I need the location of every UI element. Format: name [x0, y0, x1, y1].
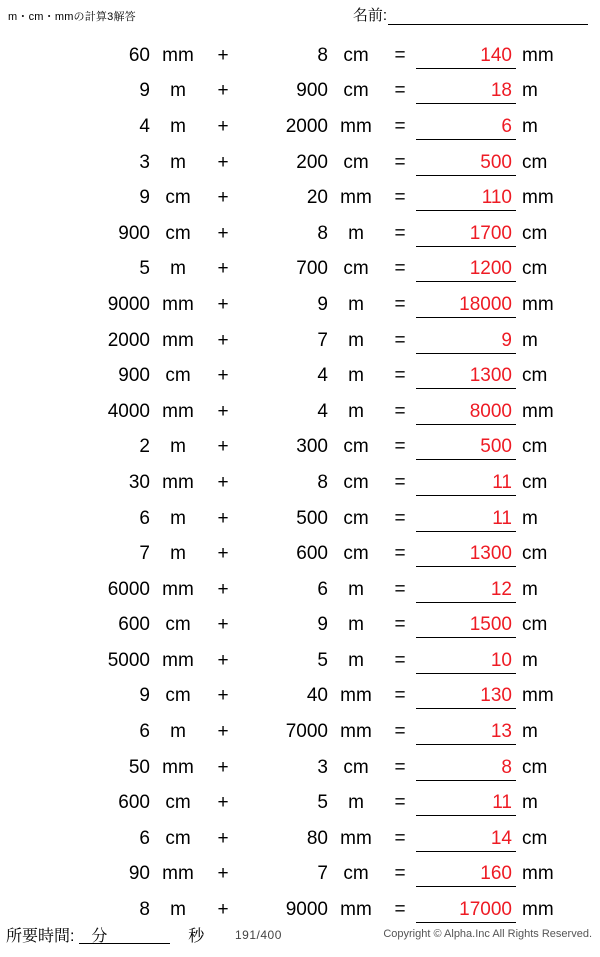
equals-sign: =: [394, 329, 406, 351]
plus-operator: +: [217, 80, 229, 102]
operand1-value: 9000: [107, 293, 150, 315]
page-title: m・cm・mmの計算3解答: [8, 11, 136, 23]
answer-field[interactable]: 8000: [416, 399, 516, 425]
operand2-value: 8: [317, 471, 328, 493]
operand2-value: 300: [296, 436, 328, 458]
answer-unit: mm: [522, 44, 554, 66]
problem-row: [0, 857, 600, 893]
operand2-unit: m: [348, 614, 364, 636]
answer-field[interactable]: 1700: [416, 221, 516, 247]
operand1-unit: m: [170, 258, 186, 280]
plus-operator: +: [217, 115, 229, 137]
required-time-text: 所要時間:: [6, 928, 75, 945]
problem-row: [0, 145, 600, 181]
page-number: 191/400: [235, 928, 282, 942]
operand2-value: 2000: [285, 115, 328, 137]
operand2-unit: mm: [340, 187, 372, 209]
equals-sign: =: [394, 685, 406, 707]
plus-operator: +: [217, 507, 229, 529]
answer-unit: cm: [522, 543, 548, 565]
plus-operator: +: [217, 436, 229, 458]
page-header: [0, 0, 600, 34]
minute-unit-label: 分: [91, 928, 108, 945]
answer-field[interactable]: 140: [416, 43, 516, 69]
operand2-unit: m: [348, 222, 364, 244]
operand1-value: 9: [139, 80, 150, 102]
answer-field[interactable]: 11: [416, 470, 516, 496]
equals-sign: =: [394, 365, 406, 387]
operand2-unit: cm: [343, 471, 369, 493]
operand1-unit: cm: [165, 614, 191, 636]
operand1-unit: mm: [162, 756, 194, 778]
operand2-value: 500: [296, 507, 328, 529]
answer-unit: cm: [522, 365, 548, 387]
answer-field[interactable]: 1500: [416, 612, 516, 638]
answer-field[interactable]: 18000: [416, 292, 516, 318]
problem-row: [0, 572, 600, 608]
operand1-value: 4: [139, 115, 150, 137]
operand1-value: 50: [128, 756, 150, 778]
answer-unit: mm: [522, 400, 554, 422]
operand2-value: 9000: [285, 899, 328, 921]
name-field-area: [353, 4, 588, 25]
answer-unit: m: [522, 115, 538, 137]
equals-sign: =: [394, 44, 406, 66]
problem-row: [0, 358, 600, 394]
equals-sign: =: [394, 293, 406, 315]
operand2-unit: m: [348, 329, 364, 351]
answer-unit: m: [522, 507, 538, 529]
answer-unit: m: [522, 649, 538, 671]
answer-field[interactable]: 9: [416, 328, 516, 354]
operand2-unit: cm: [343, 80, 369, 102]
equals-sign: =: [394, 400, 406, 422]
plus-operator: +: [217, 543, 229, 565]
answer-unit: mm: [522, 685, 554, 707]
answer-unit: m: [522, 578, 538, 600]
operand1-unit: cm: [165, 685, 191, 707]
equals-sign: =: [394, 471, 406, 493]
plus-operator: +: [217, 258, 229, 280]
plus-operator: +: [217, 578, 229, 600]
plus-operator: +: [217, 44, 229, 66]
problem-row: [0, 252, 600, 288]
operand2-value: 80: [306, 827, 328, 849]
operand2-value: 3: [317, 756, 328, 778]
problem-row: [0, 608, 600, 644]
plus-operator: +: [217, 222, 229, 244]
answer-field[interactable]: 1200: [416, 256, 516, 282]
operand2-unit: cm: [343, 44, 369, 66]
operand2-value: 7: [317, 863, 328, 885]
answer-field[interactable]: 1300: [416, 541, 516, 567]
equals-sign: =: [394, 899, 406, 921]
problem-row: [0, 679, 600, 715]
plus-operator: +: [217, 614, 229, 636]
equals-sign: =: [394, 721, 406, 743]
answer-unit: cm: [522, 756, 548, 778]
operand1-value: 5000: [107, 649, 150, 671]
answer-field[interactable]: 10: [416, 648, 516, 674]
answer-field[interactable]: 17000: [416, 897, 516, 923]
problem-row: [0, 394, 600, 430]
operand2-value: 40: [306, 685, 328, 707]
operand1-value: 6: [139, 721, 150, 743]
operand2-unit: cm: [343, 863, 369, 885]
operand1-value: 8: [139, 899, 150, 921]
answer-field[interactable]: 8: [416, 755, 516, 781]
plus-operator: +: [217, 792, 229, 814]
problem-row: [0, 785, 600, 821]
operand1-value: 9: [139, 685, 150, 707]
equals-sign: =: [394, 222, 406, 244]
answer-field[interactable]: 18: [416, 78, 516, 104]
operand1-unit: m: [170, 80, 186, 102]
answer-field[interactable]: 13: [416, 719, 516, 745]
problem-row: [0, 38, 600, 74]
answer-unit: mm: [522, 899, 554, 921]
plus-operator: +: [217, 649, 229, 671]
operand1-value: 6: [139, 507, 150, 529]
answer-unit: m: [522, 80, 538, 102]
answer-field[interactable]: 6: [416, 114, 516, 140]
answer-field[interactable]: 130: [416, 683, 516, 709]
operand2-unit: mm: [340, 115, 372, 137]
seconds-input-line[interactable]: [112, 925, 170, 944]
operand2-value: 6: [317, 578, 328, 600]
operand1-unit: mm: [162, 471, 194, 493]
operand2-value: 9: [317, 293, 328, 315]
operand2-value: 900: [296, 80, 328, 102]
plus-operator: +: [217, 899, 229, 921]
answer-unit: mm: [522, 863, 554, 885]
operand1-value: 60: [128, 44, 150, 66]
operand1-unit: m: [170, 899, 186, 921]
equals-sign: =: [394, 151, 406, 173]
operand2-value: 200: [296, 151, 328, 173]
operand1-unit: m: [170, 543, 186, 565]
plus-operator: +: [217, 187, 229, 209]
problem-row: [0, 109, 600, 145]
answer-field[interactable]: 110: [416, 185, 516, 211]
plus-operator: +: [217, 863, 229, 885]
plus-operator: +: [217, 721, 229, 743]
operand1-unit: mm: [162, 329, 194, 351]
problem-row: [0, 501, 600, 537]
page-footer: [0, 923, 600, 949]
equals-sign: =: [394, 649, 406, 671]
plus-operator: +: [217, 400, 229, 422]
problem-row: [0, 323, 600, 359]
operand1-unit: cm: [165, 365, 191, 387]
operand2-unit: cm: [343, 151, 369, 173]
operand1-value: 5: [139, 258, 150, 280]
plus-operator: +: [217, 756, 229, 778]
answer-field[interactable]: 14: [416, 826, 516, 852]
problem-row: [0, 216, 600, 252]
plus-operator: +: [217, 471, 229, 493]
answer-unit: cm: [522, 827, 548, 849]
answer-unit: cm: [522, 151, 548, 173]
operand1-unit: mm: [162, 400, 194, 422]
operand2-unit: m: [348, 792, 364, 814]
operand2-value: 7: [317, 329, 328, 351]
operand2-value: 7000: [285, 721, 328, 743]
operand2-unit: cm: [343, 258, 369, 280]
problem-row: [0, 714, 600, 750]
equals-sign: =: [394, 863, 406, 885]
operand1-value: 2000: [107, 329, 150, 351]
operand1-value: 900: [118, 365, 150, 387]
equals-sign: =: [394, 115, 406, 137]
answer-field[interactable]: 12: [416, 577, 516, 603]
problem-row: [0, 821, 600, 857]
answer-unit: m: [522, 792, 538, 814]
equals-sign: =: [394, 792, 406, 814]
plus-operator: +: [217, 329, 229, 351]
operand1-value: 90: [128, 863, 150, 885]
operand2-unit: m: [348, 400, 364, 422]
answer-field[interactable]: 500: [416, 150, 516, 176]
operand2-unit: mm: [340, 899, 372, 921]
answer-unit: cm: [522, 614, 548, 636]
answer-unit: cm: [522, 258, 548, 280]
operand1-value: 9: [139, 187, 150, 209]
operand2-value: 9: [317, 614, 328, 636]
equals-sign: =: [394, 543, 406, 565]
plus-operator: +: [217, 293, 229, 315]
operand1-value: 4000: [107, 400, 150, 422]
operand1-value: 900: [118, 222, 150, 244]
operand2-value: 4: [317, 400, 328, 422]
operand2-unit: mm: [340, 685, 372, 707]
operand2-value: 5: [317, 649, 328, 671]
answer-unit: m: [522, 329, 538, 351]
operand2-value: 600: [296, 543, 328, 565]
operand2-unit: mm: [340, 827, 372, 849]
problem-list: [0, 38, 600, 928]
problem-row: [0, 287, 600, 323]
copyright-notice: Copyright © Alpha.Inc All Rights Reserved.: [383, 928, 592, 940]
answer-field[interactable]: 160: [416, 861, 516, 887]
answer-unit: cm: [522, 222, 548, 244]
operand2-unit: mm: [340, 721, 372, 743]
problem-row: [0, 465, 600, 501]
equals-sign: =: [394, 614, 406, 636]
answer-field[interactable]: 11: [416, 506, 516, 532]
answer-unit: mm: [522, 187, 554, 209]
problem-row: [0, 750, 600, 786]
answer-field[interactable]: 1300: [416, 363, 516, 389]
operand1-unit: mm: [162, 649, 194, 671]
plus-operator: +: [217, 365, 229, 387]
equals-sign: =: [394, 80, 406, 102]
operand1-value: 600: [118, 614, 150, 636]
answer-unit: m: [522, 721, 538, 743]
equals-sign: =: [394, 258, 406, 280]
operand2-value: 8: [317, 44, 328, 66]
operand1-unit: mm: [162, 578, 194, 600]
operand2-value: 20: [306, 187, 328, 209]
operand1-unit: cm: [165, 222, 191, 244]
operand1-value: 30: [128, 471, 150, 493]
operand1-unit: m: [170, 115, 186, 137]
name-label: 名前:: [352, 7, 387, 24]
operand1-unit: m: [170, 436, 186, 458]
problem-row: [0, 74, 600, 110]
operand1-unit: cm: [165, 827, 191, 849]
equals-sign: =: [394, 436, 406, 458]
problem-row: [0, 643, 600, 679]
equals-sign: =: [394, 756, 406, 778]
equals-sign: =: [394, 187, 406, 209]
operand1-unit: mm: [162, 293, 194, 315]
operand1-value: 600: [118, 792, 150, 814]
name-input-line[interactable]: [388, 7, 588, 25]
answer-unit: cm: [522, 436, 548, 458]
answer-unit: cm: [522, 471, 548, 493]
operand2-unit: cm: [343, 756, 369, 778]
equals-sign: =: [394, 578, 406, 600]
operand2-unit: m: [348, 365, 364, 387]
operand1-unit: m: [170, 151, 186, 173]
operand1-unit: mm: [162, 44, 194, 66]
operand2-value: 4: [317, 365, 328, 387]
problem-row: [0, 536, 600, 572]
operand1-value: 3: [139, 151, 150, 173]
answer-field[interactable]: 11: [416, 790, 516, 816]
operand1-unit: cm: [165, 792, 191, 814]
operand2-unit: m: [348, 649, 364, 671]
required-time-label: [6, 923, 204, 946]
answer-unit: mm: [522, 293, 554, 315]
second-unit-label: 秒: [188, 928, 205, 945]
operand2-unit: cm: [343, 436, 369, 458]
operand2-unit: m: [348, 578, 364, 600]
plus-operator: +: [217, 685, 229, 707]
operand1-value: 6000: [107, 578, 150, 600]
equals-sign: =: [394, 827, 406, 849]
problem-row: [0, 180, 600, 216]
operand1-unit: cm: [165, 187, 191, 209]
equals-sign: =: [394, 507, 406, 529]
operand1-unit: mm: [162, 863, 194, 885]
operand2-value: 8: [317, 222, 328, 244]
plus-operator: +: [217, 827, 229, 849]
operand1-value: 2: [139, 436, 150, 458]
operand2-value: 5: [317, 792, 328, 814]
operand1-unit: m: [170, 507, 186, 529]
operand1-unit: m: [170, 721, 186, 743]
operand1-value: 6: [139, 827, 150, 849]
operand2-unit: m: [348, 293, 364, 315]
operand2-unit: cm: [343, 543, 369, 565]
answer-field[interactable]: 500: [416, 434, 516, 460]
operand2-value: 700: [296, 258, 328, 280]
operand1-value: 7: [139, 543, 150, 565]
operand2-unit: cm: [343, 507, 369, 529]
problem-row: [0, 430, 600, 466]
plus-operator: +: [217, 151, 229, 173]
